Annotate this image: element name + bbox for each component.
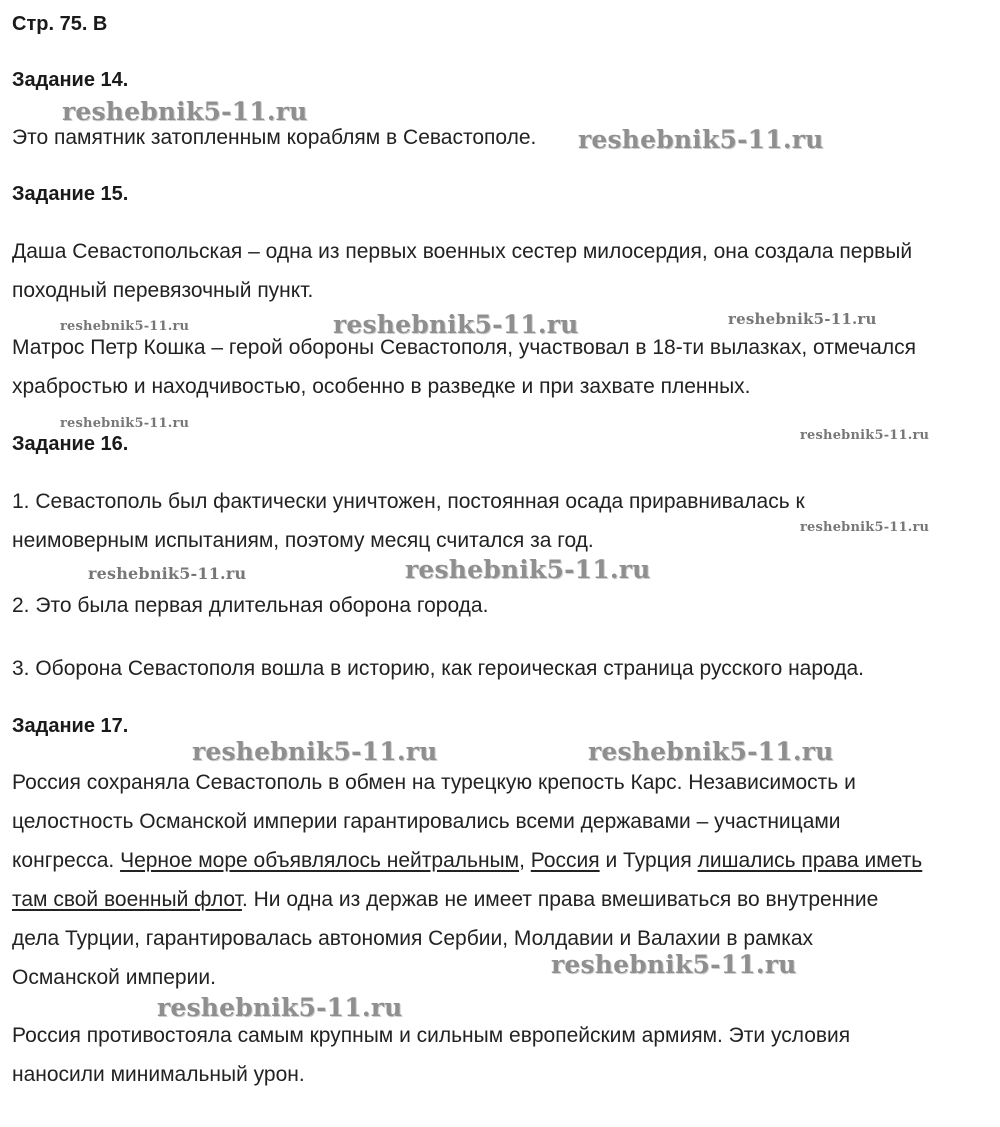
underlined-neutral-sea: Черное море объявлялось нейтральным <box>120 849 520 872</box>
watermark: reshebnik5-11.ru <box>60 319 190 334</box>
task-15-p2-line-2: храбростью и находчивостью, особенно в разведке и при захвате пленных. <box>12 375 751 398</box>
task-17-p1-line-3 <box>12 841 997 880</box>
task-17-p2-line-1: Россия противостояла самым крупным и сильным европейским армиям. Эти условия <box>12 1024 851 1047</box>
task-17-p1-line-1: Россия сохраняла Севастополь в обмен на турецкую крепость Карс. Независимость и <box>12 771 856 794</box>
text-segment: . Ни одна из держав не имеет права вмешиваться во внутренние <box>241 888 879 911</box>
watermark: reshebnik5-11.ru <box>551 950 797 979</box>
text-segment: конгресса. <box>12 849 121 872</box>
watermark: reshebnik5-11.ru <box>800 520 930 535</box>
underlined-lost-rights: лишались права иметь <box>697 849 923 872</box>
watermark: reshebnik5-11.ru <box>578 125 824 154</box>
task-15-p1-line-2: походный перевязочный пункт. <box>12 279 314 302</box>
task-16-item-2 <box>12 586 997 625</box>
watermark: reshebnik5-11.ru <box>588 737 834 766</box>
task-17-paragraph-2 <box>12 1016 997 1094</box>
task-16-item-3-line: 3. Оборона Севастополя вошла в историю, как героическая страница русского народа. <box>12 657 865 680</box>
task-15-p1-line-1: Даша Севастопольская – одна из первых военных сестер милосердия, она создала первый <box>12 240 913 263</box>
task-16-title: Задание 16. <box>12 433 129 455</box>
watermark: reshebnik5-11.ru <box>62 97 308 126</box>
watermark: reshebnik5-11.ru <box>728 310 877 328</box>
task-15-title: Задание 15. <box>12 183 129 205</box>
watermark: reshebnik5-11.ru <box>333 310 579 339</box>
task-17-title: Задание 17. <box>12 715 129 737</box>
task-15-p2-line-1: Матрос Петр Кошка – герой обороны Севастополя, участвовал в 18-ти вылазках, отмечался <box>12 336 916 359</box>
watermark: reshebnik5-11.ru <box>60 416 190 431</box>
text-segment: , <box>519 849 531 872</box>
task-14-line: Это памятник затопленным кораблям в Севастополе. <box>12 126 537 149</box>
text-segment: и Турция <box>599 849 698 872</box>
task-16-item-2-line: 2. Это была первая длительная оборона города. <box>12 594 489 617</box>
page-header: Стр. 75. В <box>12 13 108 35</box>
task-16-item-3 <box>12 649 997 688</box>
underlined-military-fleet: там свой военный флот <box>12 888 242 911</box>
task-17-p1-line-6: Османской империи. <box>12 966 216 989</box>
task-17-p2-line-2: наносили минимальный урон. <box>12 1063 305 1086</box>
task-16-item-1-line-1: 1. Севастополь был фактически уничтожен, постоянная осада приравнивалась к <box>12 490 805 513</box>
watermark: reshebnik5-11.ru <box>192 737 438 766</box>
watermark: reshebnik5-11.ru <box>800 428 930 443</box>
task-16-item-1-line-2: неимоверным испытаниям, поэтому месяц считался за год. <box>12 529 594 552</box>
task-17-p1-line-4 <box>12 880 997 919</box>
watermark: reshebnik5-11.ru <box>157 993 403 1022</box>
watermark: reshebnik5-11.ru <box>405 555 651 584</box>
task-17-p1-line-5: дела Турции, гарантировалась автономия Сербии, Молдавии и Валахии в рамках <box>12 927 814 950</box>
task-17-paragraph-1 <box>12 763 997 997</box>
task-15-paragraph-2 <box>12 328 997 406</box>
task-17-p1-line-2: целостность Османской империи гарантировались всеми державами – участницами <box>12 810 841 833</box>
watermark: reshebnik5-11.ru <box>88 564 247 583</box>
underlined-russia: Россия <box>530 849 600 872</box>
task-14-title: Задание 14. <box>12 69 129 91</box>
task-15-paragraph-1 <box>12 232 997 310</box>
